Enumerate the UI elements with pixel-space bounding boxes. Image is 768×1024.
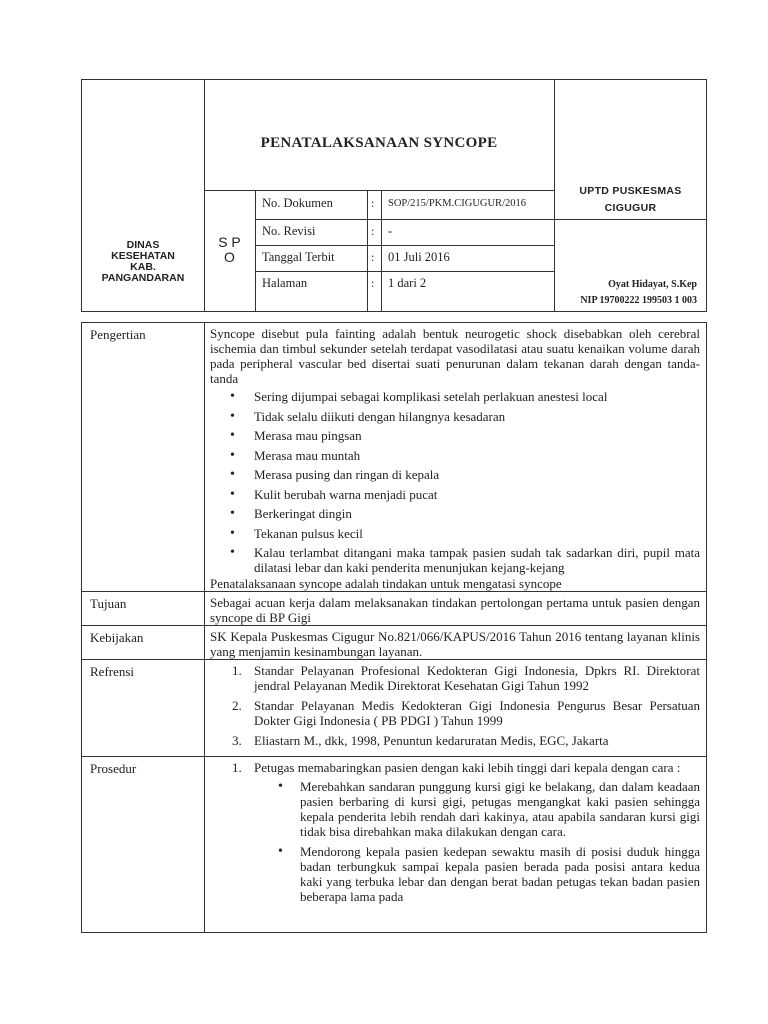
list-item: • Mendorong kepala pasien kedepan sewaktu masih di posisi duduk hingga badan terbungkuk sampai kepala pasien berada pada posisi antara kedua kaki yang terbuka lebar dan dengan berat badan petugas tekan badan pasien beberapa lama pada: [210, 844, 700, 904]
row-sep: :: [371, 196, 375, 210]
list-item: • Sering dijumpai sebagai komplikasi setelah perlakuan anestesi local: [210, 389, 700, 404]
content-refrensi: [210, 663, 700, 748]
left-org-line: KAB.: [130, 261, 156, 273]
row-label-tanggal: Tanggal Terbit: [262, 250, 335, 264]
spo-divider: [255, 190, 256, 311]
list-number: 1.: [232, 663, 242, 678]
label-prosedur: Prosedur: [90, 761, 137, 776]
header-table: [81, 79, 707, 312]
list-item: • Tidak selalu diikuti dengan hilangnya kesadaran: [210, 409, 700, 424]
procedure-step-text: Petugas memabaringkan pasien dengan kaki lebih tinggi dari kepala dengan cara :: [254, 760, 681, 775]
left-org-block: [82, 240, 204, 284]
list-item: • Merebahkan sandaran punggung kursi gigi ke belakang, dan dalam keadaan pasien berbaring di kursi gigi, petugas mengangkat kaki pasien sehingga kepala penderita lebih rendah dari kakinya, atau apabila sandaran kursi gigi tidak bisa direbahkan maka dilakukan dengan cara.: [210, 779, 700, 839]
list-number: 2.: [232, 698, 242, 713]
title-bottom-line: [204, 190, 554, 191]
pengertian-intro: Syncope disebut pula fainting adalah bentuk neurogetic shock disebabkan oleh cerebral ischemia dan timbul sekunder setelah terdapat vasodilatasi atau suatu kenaikan volume darah pada peripheral vascular bed disertai suati penurunan dalam tekanan darah dengan tanda-tanda: [210, 326, 700, 386]
left-org-line: PANGANDARAN: [101, 272, 185, 284]
list-item: • Kulit berubah warna menjadi pucat: [210, 487, 700, 502]
left-org-line: KESEHATAN: [111, 250, 175, 262]
left-org-line: DINAS: [126, 239, 160, 251]
right-org-line: UPTD PUSKESMAS: [579, 185, 682, 197]
list-item: • Berkeringat dingin: [210, 506, 700, 521]
content-kebijakan: SK Kepala Puskesmas Cigugur No.821/066/KAPUS/2016 Tahun 2016 tentang layanan klinis yang menjamin kesinambungan layanan.: [210, 629, 700, 659]
row-divider-kebijakan: [82, 625, 706, 626]
reference-text: Standar Pelayanan Medis Kedokteran Gigi Indonesia Pengurus Besar Persatuan Dokter Gigi Indonesia ( PB PDGI ) Tahun 1999: [254, 698, 700, 728]
label-pengertian: Pengertian: [90, 327, 146, 342]
reference-text: Standar Pelayanan Profesional Kedokteran Gigi Indonesia, Dpkrs RI. Direktorat jendral Pelayanan Medik Direktorat Kesehatan Gigi Tahun 1992: [254, 663, 700, 693]
row-label-revisi: No. Revisi: [262, 224, 316, 238]
row-divider-tujuan: [82, 591, 706, 592]
row-label-dokumen: No. Dokumen: [262, 196, 333, 210]
list-item: • Merasa mau pingsan: [210, 428, 700, 443]
list-item: [210, 663, 700, 693]
procedure-sub-list: [210, 779, 700, 904]
content-prosedur: [210, 760, 700, 904]
list-item: • Tekanan pulsus kecil: [210, 526, 700, 541]
content-tujuan: Sebagai acuan kerja dalam melaksanakan tindakan pertolongan pertama untuk pasien dengan syncope di BP Gigi: [210, 595, 700, 625]
colon-divider-right: [381, 190, 382, 311]
list-item: [210, 733, 700, 748]
header-divider-left: [204, 80, 205, 311]
label-column-divider: [204, 323, 205, 932]
list-item: • Kalau terlambat ditangani maka tampak pasien sudah tak sadarkan diri, pupil mata dilatasi lebar dan kaki penderita menunjukan kejang-kejang: [210, 545, 700, 575]
signer-nip: NIP 19700222 199503 1 003: [580, 295, 697, 306]
pengertian-closing: Penatalaksanaan syncope adalah tindakan untuk mengatasi syncope: [210, 576, 562, 591]
row-value-dokumen: SOP/215/PKM.CIGUGUR/2016: [388, 198, 526, 209]
row-label-halaman: Halaman: [262, 276, 308, 290]
signer-block: [554, 277, 707, 309]
list-number: 3.: [232, 733, 242, 748]
document-title: PENATALAKSANAAN SYNCOPE: [260, 135, 498, 151]
signer-name: Oyat Hidayat, S.Kep: [608, 279, 697, 290]
reference-text: Eliastarn M., dkk, 1998, Penuntun kedaruratan Medis, EGC, Jakarta: [254, 733, 609, 748]
row-line-2: [255, 245, 554, 246]
reference-list: [210, 663, 700, 748]
spo-line: S P: [218, 234, 241, 250]
right-org-block: [554, 183, 707, 217]
label-tujuan: Tujuan: [90, 596, 127, 611]
right-org-line: CIGUGUR: [604, 202, 657, 214]
row-value-halaman: 1 dari 2: [388, 276, 427, 290]
row-divider-prosedur: [82, 756, 706, 757]
list-item: • Merasa pusing dan ringan di kepala: [210, 467, 700, 482]
org-bottom-line: [554, 219, 707, 220]
spo-line: O: [224, 249, 235, 265]
procedure-list: [210, 760, 700, 775]
list-number: 1.: [232, 760, 242, 775]
list-item: [210, 698, 700, 728]
row-value-revisi: -: [388, 224, 393, 238]
procedure-table: [81, 322, 707, 933]
label-kebijakan: Kebijakan: [90, 630, 144, 645]
label-refrensi: Refrensi: [90, 664, 135, 679]
row-value-tanggal: 01 Juli 2016: [388, 250, 450, 264]
row-sep: :: [371, 250, 375, 264]
row-line-3: [255, 271, 554, 272]
colon-divider-left: [367, 190, 368, 311]
row-divider-refrensi: [82, 659, 706, 660]
row-line-1: [255, 219, 554, 220]
list-item: • Merasa mau muntah: [210, 448, 700, 463]
list-item: [210, 760, 700, 775]
row-sep: :: [371, 276, 375, 290]
symptom-list: [210, 389, 700, 575]
content-pengertian: [210, 326, 700, 591]
spo-label: [204, 235, 255, 265]
row-sep: :: [371, 224, 375, 238]
